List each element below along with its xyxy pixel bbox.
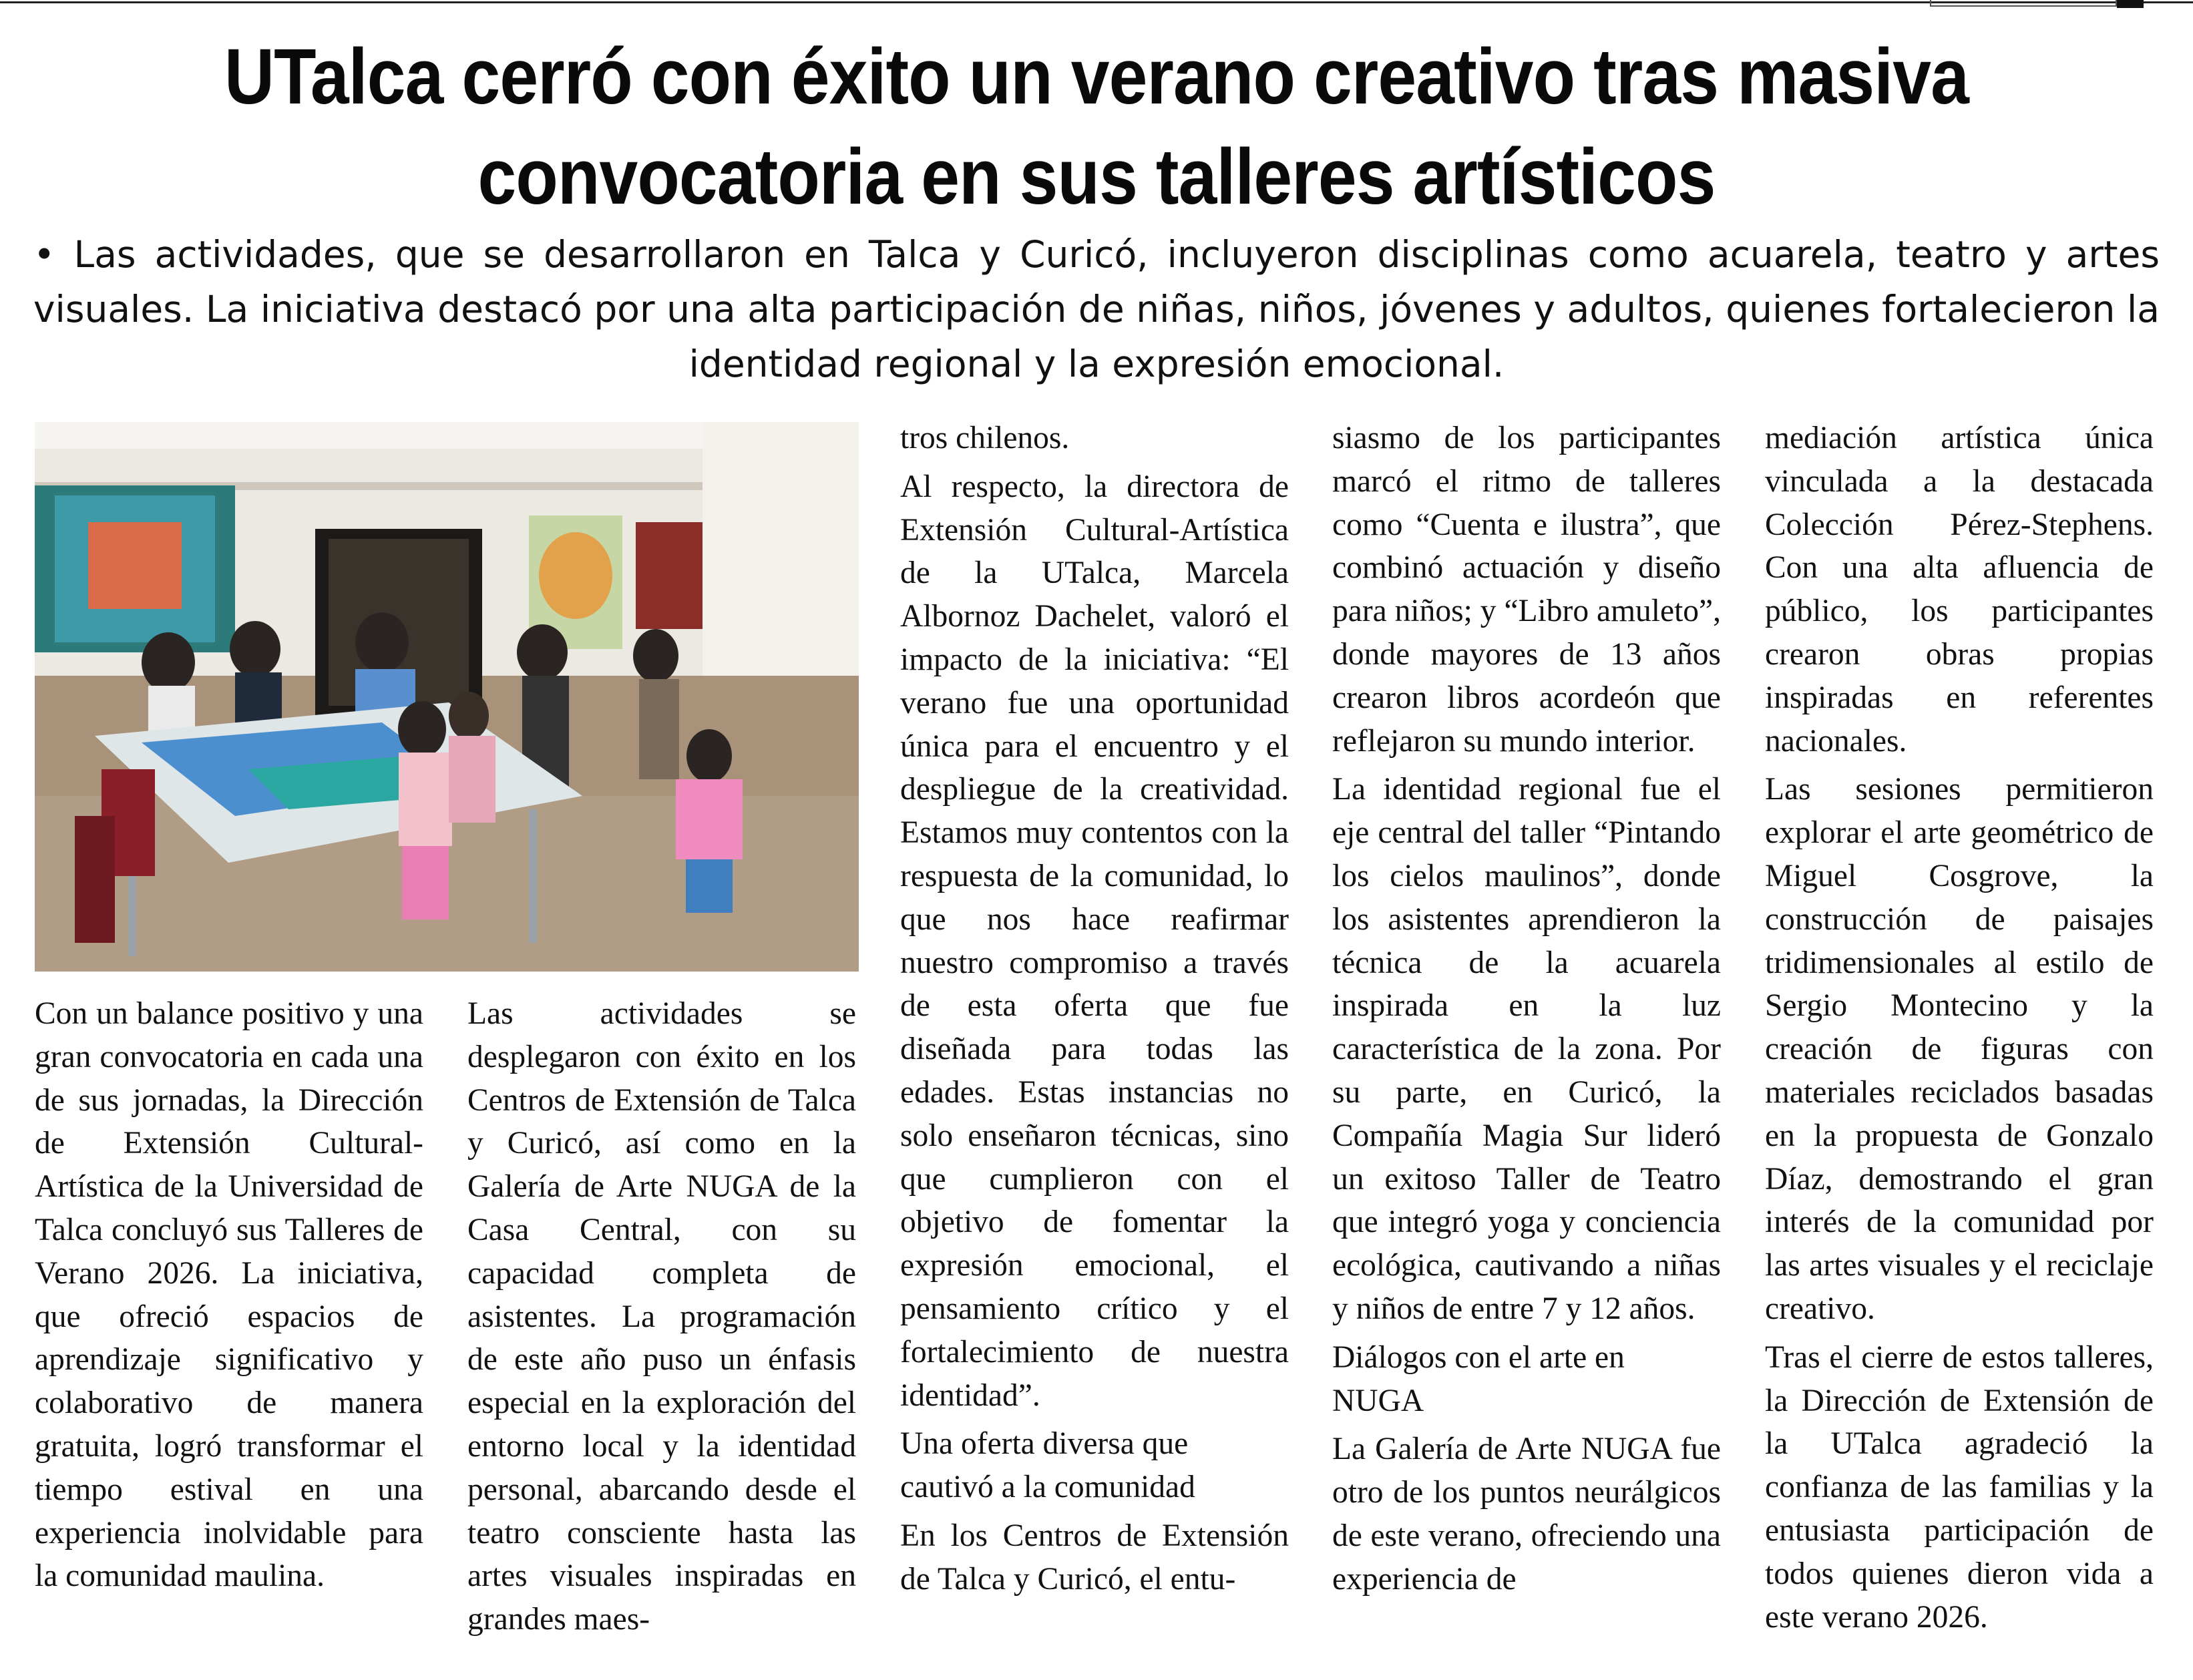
paragraph: En los Centros de Extensión de Talca y Curicó, el entu- (900, 1518, 1289, 1597)
article-column-2 (467, 992, 856, 1641)
article-column-1 (35, 992, 423, 1598)
paragraph: La identidad regional fue el eje central del taller “Pintando los cielos maulinos”, donde los asistentes aprendieron la técnica de la acuarela inspirada en la luz característica de la zona. Por su parte, en Curicó, la Compañía Magia Sur lideró un exitoso Taller de Teatro que integró yoga y conciencia ecológica, cautivando a niñas y niños de entre 7 y 12 años. (1332, 772, 1721, 1326)
paragraph: tros chilenos. (900, 421, 1070, 455)
article-column-5 (1765, 417, 2154, 1639)
paragraph: La Galería de Arte NUGA fue otro de los puntos neurálgicos de este verano, ofreciendo una experiencia de (1332, 1432, 1721, 1597)
paragraph: mediación artística única vinculada a la destacada Colección Pérez-Stephens. Con una alta afluencia de público, los participantes crearon obras propias inspiradas en referentes nacionales. (1765, 421, 2154, 759)
paragraph: Las sesiones permitieron explorar el arte geométrico de Miguel Cosgrove, la construcción de paisajes tridimensionales al estilo de Sergio Montecino y la creación de figuras con materiales reciclados basadas en la propuesta de Gonzalo Díaz, demostrando el gran interés de la comunidad por las artes visuales y el reciclaje creativo. (1765, 772, 2154, 1326)
deck-text: Las actividades, que se desarrollaron en Talca y Curicó, incluyeron disciplinas como acuarela, teatro y artes visuales. La iniciativa destacó por una alta participación de niñas, niños, jóvenes y adultos, quienes fortalecieron la identidad regional y la expresión emocional. (33, 233, 2160, 385)
workshop-photo (35, 422, 859, 972)
headline-line-1: UTalca cerró con éxito un verano creativo tras masiva (224, 33, 1969, 121)
paragraph: Al respecto, la directora de Extensión Cultural-Artística de la UTalca, Marcela Albornoz Dachelet, valoró el impacto de la iniciativa: “El verano fue una oportunidad única para el encuentro y el despliegue de la creatividad. Estamos muy contentos con la respuesta de la comunidad, lo que nos hace reafirmar nuestro compromiso a través de esta oferta que fue diseñada para todas las edades. Estas instancias no solo enseñaron técnicas, sino que cumplieron con el objetivo de fomentar la expresión emocional, el pensamiento crítico y el fortalecimiento de nuestra identidad”. (900, 469, 1289, 1413)
deck-summary (33, 227, 2160, 391)
paragraph: Con un balance positivo y una gran convocatoria en cada una de sus jornadas, la Dirección de Extensión Cultural-Artística de la Universidad de Talca concluyó sus Talleres de Verano 2026. La iniciativa, que ofreció espacios de aprendizaje significativo y colaborativo de manera gratuita, logró transformar el tiempo estival en una experiencia inolvidable para la comunidad maulina. (35, 996, 423, 1594)
section-subhead: Una oferta diversa que cautivó a la comunidad (900, 1426, 1195, 1505)
bullet-icon: • (33, 233, 55, 276)
article-column-4 (1332, 417, 1721, 1601)
headline (167, 27, 2026, 227)
workshop-photo-illustration (35, 422, 859, 972)
top-tab-outline (1930, 0, 2117, 7)
paragraph: siasmo de los participantes marcó el ritmo de talleres como “Cuenta e ilustra”, que combinó actuación y diseño para niños; y “Libro amuleto”, donde mayores de 13 años crearon libros acordeón que reflejaron su mundo interior. (1332, 421, 1721, 759)
top-rule (0, 1, 2193, 3)
headline-line-2: convocatoria en sus talleres artísticos (477, 133, 1716, 221)
top-corner-block (2117, 0, 2144, 8)
paragraph: Las actividades se desplegaron con éxito en los Centros de Extensión de Talca y Curicó, así como en la Galería de Arte NUGA de la Casa Central, con su capacidad completa de asistentes. La programación de este año puso un énfasis especial en la exploración del entorno local y la identidad personal, abarcando desde el teatro consciente hasta las artes visuales inspiradas en grandes maes- (467, 996, 856, 1637)
section-subhead: Diálogos con el arte en NUGA (1332, 1339, 1625, 1418)
article-column-3 (900, 417, 1289, 1601)
paragraph: Tras el cierre de estos talleres, la Dirección de Extensión de la UTalca agradeció la confianza de las familias y la entusiasta participación de todos quienes dieron vida a este verano 2026. (1765, 1339, 2154, 1635)
